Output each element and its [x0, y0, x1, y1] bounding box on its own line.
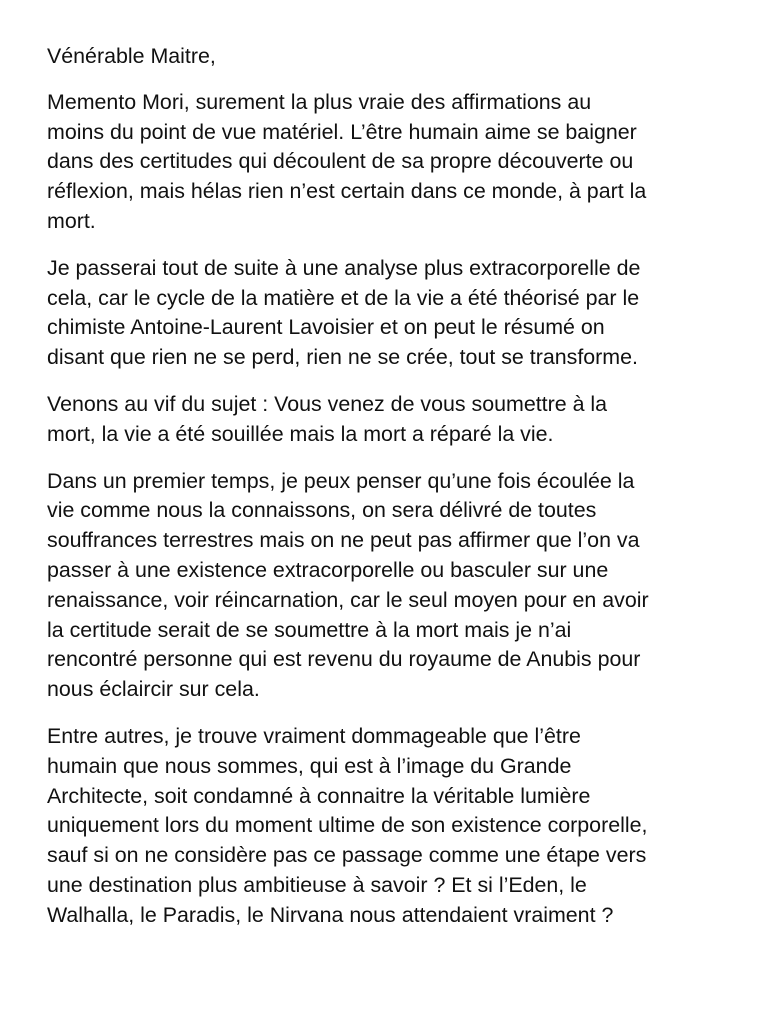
- text-line: cela, car le cycle de la matière et de la vie a été théorisé par le: [47, 285, 640, 310]
- text-line: réflexion, mais hélas rien n’est certain dans ce monde, à part la: [47, 179, 647, 204]
- text-line: Walhalla, le Paradis, le Nirvana nous attendaient vraiment ?: [47, 902, 614, 927]
- paragraph-3: [47, 390, 728, 450]
- text-line: moins du point de vue matériel. L’être humain aime se baigner: [47, 119, 637, 144]
- paragraph-5: [47, 722, 728, 931]
- text-line: sauf si on ne considère pas ce passage comme une étape vers: [47, 843, 647, 868]
- text-line: chimiste Antoine-Laurent Lavoisier et on peut le résumé on: [47, 315, 605, 340]
- text-line: Entre autres, je trouve vraiment dommageable que l’être: [47, 723, 581, 748]
- text-line: uniquement lors du moment ultime de son existence corporelle,: [47, 813, 648, 838]
- text-line: Dans un premier temps, je peux penser qu’une fois écoulée la: [47, 468, 635, 493]
- text-line: une destination plus ambitieuse à savoir ? Et si l’Eden, le: [47, 872, 587, 897]
- text-line: la certitude serait de se soumettre à la mort mais je n’ai: [47, 617, 572, 642]
- text-line: Architecte, soit condamné à connaitre la véritable lumière: [47, 783, 591, 808]
- text-line: mort, la vie a été souillée mais la mort a réparé la vie.: [47, 421, 554, 446]
- text-line: nous éclaircir sur cela.: [47, 677, 260, 702]
- text-line: rencontré personne qui est revenu du royaume de Anubis pour: [47, 647, 641, 672]
- paragraph-2: [47, 254, 728, 373]
- letter-salutation: Vénérable Maitre,: [47, 44, 216, 68]
- text-line: passer à une existence extracorporelle ou basculer sur une: [47, 557, 609, 582]
- text-line: Memento Mori, surement la plus vraie des affirmations au: [47, 89, 592, 114]
- text-line: Je passerai tout de suite à une analyse plus extracorporelle de: [47, 255, 641, 280]
- text-line: dans des certitudes qui découlent de sa propre découverte ou: [47, 149, 634, 174]
- paragraph-4: [47, 467, 728, 705]
- text-line: mort.: [47, 208, 96, 233]
- paragraph-1: [47, 88, 728, 237]
- text-line: souffrances terrestres mais on ne peut pas affirmer que l’on va: [47, 528, 640, 553]
- text-line: Venons au vif du sujet : Vous venez de vous soumettre à la: [47, 391, 608, 416]
- text-line: humain que nous sommes, qui est à l’image du Grande: [47, 753, 572, 778]
- text-line: renaissance, voir réincarnation, car le seul moyen pour en avoir: [47, 587, 649, 612]
- text-line: disant que rien ne se perd, rien ne se crée, tout se transforme.: [47, 345, 638, 370]
- text-line: vie comme nous la connaissons, on sera délivré de toutes: [47, 498, 597, 523]
